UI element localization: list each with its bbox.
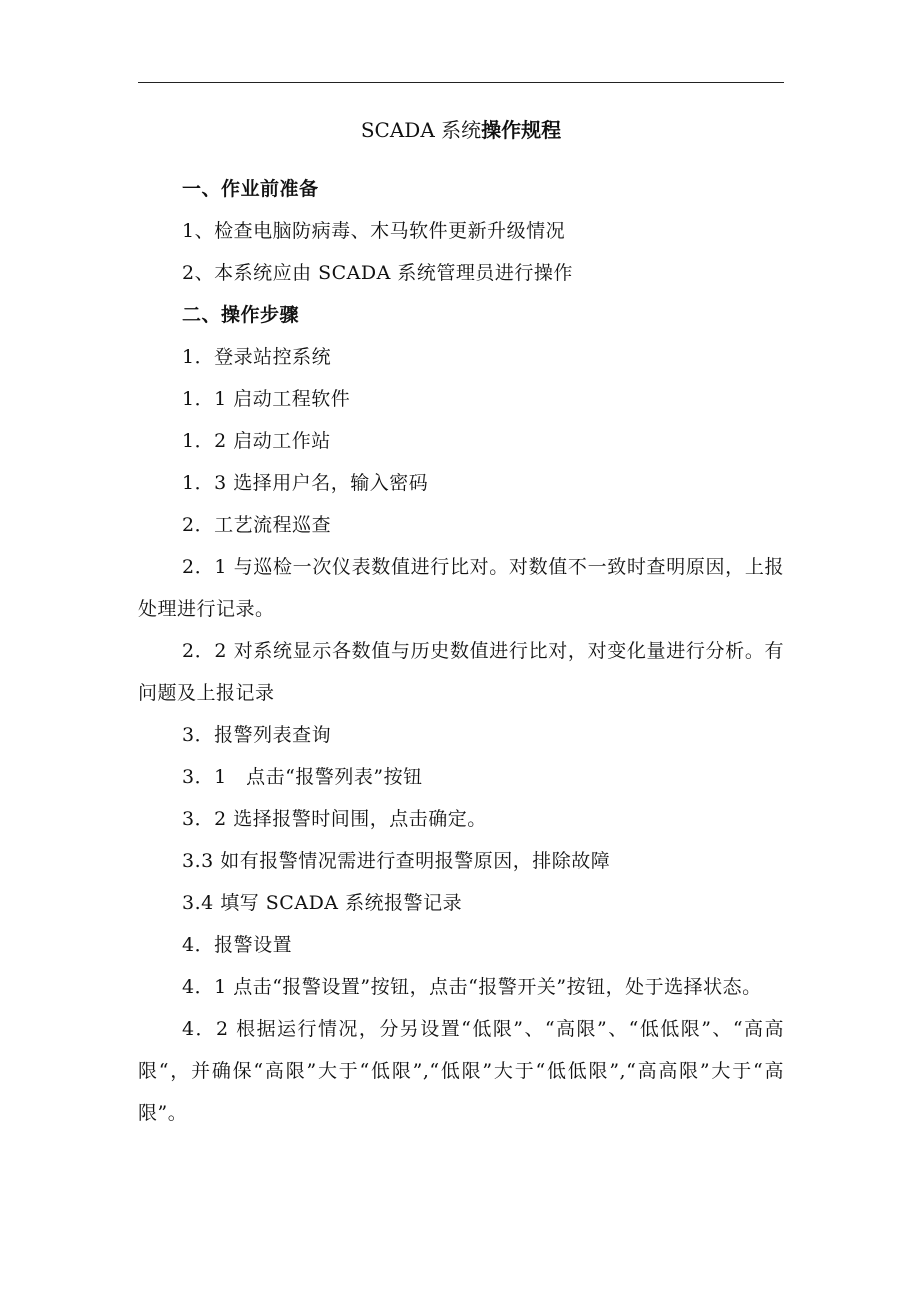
section-heading: 二、操作步骤: [182, 304, 300, 326]
header-rule: [138, 82, 784, 83]
paragraph: 1．2 启动工作站: [182, 430, 331, 452]
paragraph: 3.3 如有报警情况需进行查明报警原因，排除故障: [182, 850, 611, 872]
paragraph: 4．1 点击“报警设置”按钮，点击“报警开关”按钮，处于选择状态。: [182, 976, 762, 998]
title-bold: 操作规程: [481, 118, 562, 142]
paragraph: 4．2 根据运行情况，分另设置“低限”、“高限”、“低低限”、“高高限“，并确保“高限”大于“低限”,“低限”大于“低低限”,“高高限”大于“高限”。: [138, 1018, 784, 1124]
paragraph: 1．1 启动工程软件: [182, 388, 351, 410]
section-heading: 一、作业前准备: [182, 178, 319, 200]
paragraph: 2．1 与巡检一次仪表数值进行比对。对数值不一致时查明原因，上报处理进行记录。: [138, 556, 784, 620]
paragraph: 1．登录站控系统: [182, 346, 332, 368]
paragraph: 3．2 选择报警时间围，点击确定。: [182, 808, 487, 830]
paragraph: 4．报警设置: [182, 934, 293, 956]
document-body: [138, 168, 784, 1134]
paragraph: 3．1 点击“报警列表”按钮: [182, 766, 423, 788]
paragraph: 2、本系统应由 SCADA 系统管理员进行操作: [182, 262, 573, 284]
paragraph: 2．2 对系统显示各数值与历史数值进行比对，对变化量进行分析。有问题及上报记录: [138, 640, 784, 704]
paragraph: 2．工艺流程巡查: [182, 514, 332, 536]
paragraph: 1．3 选择用户名，输入密码: [182, 472, 429, 494]
paragraph: 3.4 填写 SCADA 系统报警记录: [182, 892, 463, 914]
paragraph: 3．报警列表查询: [182, 724, 332, 746]
title-prefix: SCADA 系统: [360, 118, 482, 142]
paragraph: 1、检查电脑防病毒、木马软件更新升级情况: [182, 220, 566, 242]
document-title: [138, 114, 784, 146]
